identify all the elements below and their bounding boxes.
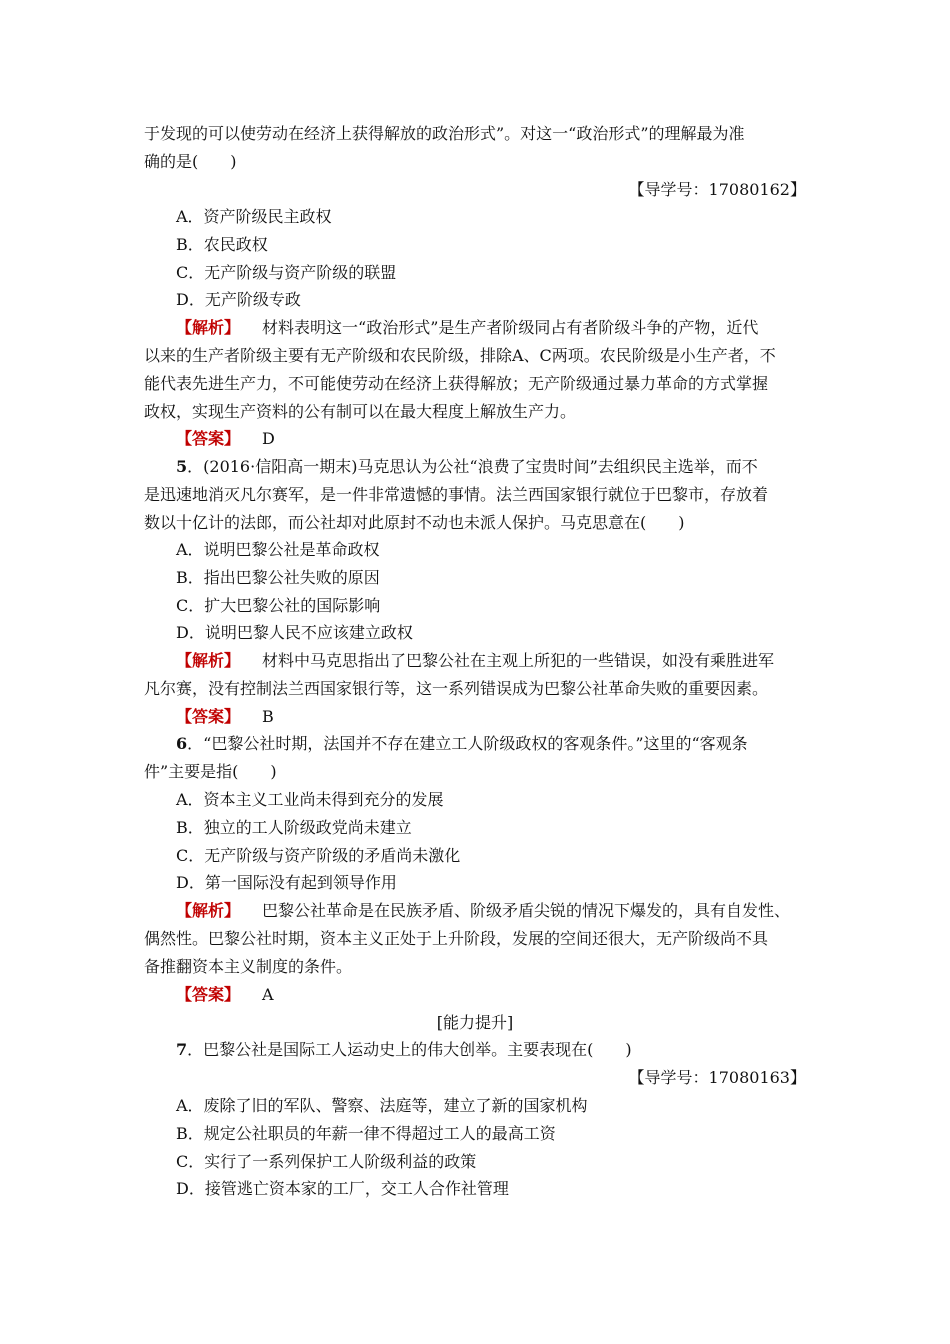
q5-answer-tag: 【答案】 (176, 707, 241, 726)
q6-analysis-line-3: 备推翻资本主义制度的条件。 (144, 957, 353, 976)
q5-answer-line (176, 707, 274, 727)
q5-analysis-line-2: 凡尔赛，没有控制法兰西国家银行等，这一系列错误成为巴黎公社革命失败的重要因素。 (144, 679, 769, 698)
q7-option-c: C．实行了一系列保护工人阶级利益的政策 (176, 1152, 477, 1171)
q4-option-b: B．农民政权 (176, 235, 268, 254)
q6-option-b: B．独立的工人阶级政党尚未建立 (176, 818, 412, 837)
q5-option-b: B．指出巴黎公社失败的原因 (176, 568, 380, 587)
q5-option-c: C．扩大巴黎公社的国际影响 (176, 596, 381, 615)
q4-analysis-line-4: 政权，实现生产资料的公有制可以在最大程度上解放生产力。 (144, 402, 577, 421)
q4-analysis-line-2: 以来的生产者阶级主要有无产阶级和农民阶级，排除A、C两项。农民阶级是小生产者，不 (144, 346, 776, 365)
q4-analysis-text-1: 材料表明这一“政治形式”是生产者阶级同占有者阶级斗争的产物，近代 (262, 318, 759, 337)
q6-analysis-line-2: 偶然性。巴黎公社时期，资本主义正处于上升阶段，发展的空间还很大，无产阶级尚不具 (144, 929, 769, 948)
q5-number: 5 (176, 457, 188, 476)
q6-analysis-line-1 (176, 901, 790, 921)
q6-analysis-text-1: 巴黎公社革命是在民族矛盾、阶级矛盾尖锐的情况下爆发的，具有自发性、 (262, 901, 791, 920)
q5-stem-line-3: 数以十亿计的法郎，而公社却对此原封不动也未派人保护。马克思意在( ) (144, 513, 685, 532)
q4-answer-line (176, 429, 275, 449)
q5-analysis-tag: 【解析】 (176, 651, 241, 670)
q5-stem-line-2: 是迅速地消灭凡尔赛军，是一件非常遗憾的事情。法兰西国家银行就位于巴黎市，存放着 (144, 485, 769, 504)
q6-option-d: D．第一国际没有起到领导作用 (176, 873, 397, 892)
q7-option-d: D．接管逃亡资本家的工厂，交工人合作社管理 (176, 1179, 509, 1198)
q4-option-d: D．无产阶级专政 (176, 290, 301, 309)
q5-analysis-text-1: 材料中马克思指出了巴黎公社在主观上所犯的一些错误，如没有乘胜进军 (262, 651, 775, 670)
q4-answer: D (262, 429, 275, 448)
q6-answer: A (262, 985, 274, 1004)
q7-option-b: B．规定公社职员的年薪一律不得超过工人的最高工资 (176, 1124, 556, 1143)
q4-analysis-line-3: 能代表先进生产力，不可能使劳动在经济上获得解放；无产阶级通过暴力革命的方式掌握 (144, 374, 769, 393)
q5-stem-line-1 (176, 457, 758, 477)
q4-option-a: A．资产阶级民主政权 (176, 207, 332, 226)
q7-number: 7 (176, 1040, 188, 1059)
q6-option-c: C．无产阶级与资产阶级的矛盾尚未激化 (176, 846, 461, 865)
q4-analysis-line-1 (176, 318, 758, 338)
q5-option-a: A．说明巴黎公社是革命政权 (176, 540, 380, 559)
q5-stem-text-1: ．(2016·信阳高一期末)马克思认为公社“浪费了宝贵时间”去组织民主选举，而不 (187, 457, 758, 476)
q7-option-a: A．废除了旧的军队、警察、法庭等，建立了新的国家机构 (176, 1096, 588, 1115)
q4-stem-line-2: 确的是( ) (144, 152, 237, 171)
q7-stem-text: ．巴黎公社是国际工人运动史上的伟大创举。主要表现在( ) (187, 1040, 632, 1059)
q6-analysis-tag: 【解析】 (176, 901, 241, 920)
q4-stem-line-1: 于发现的可以使劳动在经济上获得解放的政治形式”。对这一“政治形式”的理解最为准 (144, 124, 745, 143)
q4-guide-number: 【导学号：17080162】 (628, 180, 806, 199)
q7-stem-line (176, 1040, 632, 1060)
q6-option-a: A．资本主义工业尚未得到充分的发展 (176, 790, 444, 809)
section-heading: [能力提升] (436, 1013, 514, 1032)
q5-option-d: D．说明巴黎人民不应该建立政权 (176, 623, 413, 642)
q7-guide-number: 【导学号：17080163】 (628, 1068, 806, 1087)
q6-stem-line-2: 件”主要是指( ) (144, 762, 277, 781)
q5-answer: B (262, 707, 274, 726)
q6-stem-text-1: ．“巴黎公社时期，法国并不存在建立工人阶级政权的客观条件。”这里的“客观条 (187, 734, 748, 753)
q4-answer-tag: 【答案】 (176, 429, 241, 448)
q4-option-c: C．无产阶级与资产阶级的联盟 (176, 263, 397, 282)
q5-analysis-line-1 (176, 651, 774, 671)
q6-answer-tag: 【答案】 (176, 985, 241, 1004)
q6-answer-line (176, 985, 274, 1005)
q6-number: 6 (176, 734, 188, 753)
q4-analysis-tag: 【解析】 (176, 318, 241, 337)
q6-stem-line-1 (176, 734, 748, 754)
